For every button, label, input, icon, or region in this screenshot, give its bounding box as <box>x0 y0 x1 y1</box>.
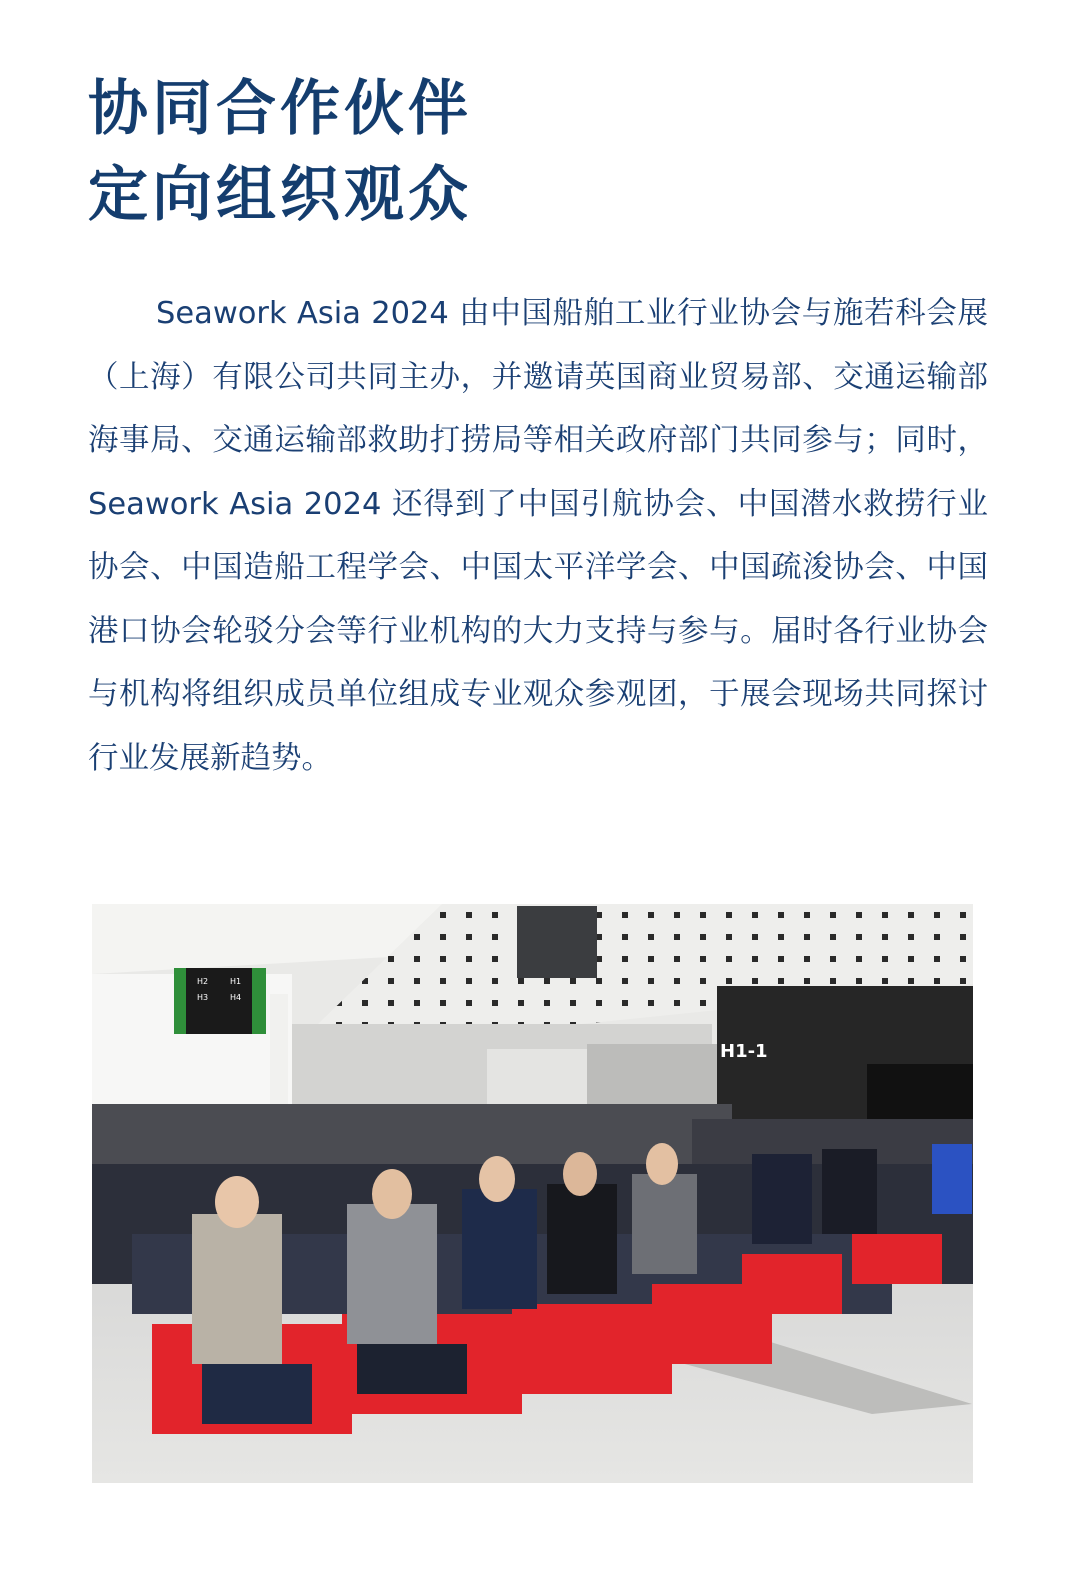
title-line-1: 协同合作伙伴 <box>88 74 472 144</box>
page-title <box>88 66 472 238</box>
sign-label-4: H4 <box>230 993 242 1002</box>
event-photo <box>92 904 973 1483</box>
title-line-2: 定向组织观众 <box>88 160 472 230</box>
intro-paragraph: Seawork Asia 2024 由中国船舶工业行业协会与施若科会展（上海）有限公司共同主办，并邀请英国商业贸易部、交通运输部海事局、交通运输部救助打捞局等相关政府部门共同参与；同时，Seawork Asia 2024 还得到了中国引航协会、中国潜水救捞行业协会、中国造船工程学会、中国太平洋学会、中国疏浚协会、中国港口协会轮驳分会等行业机构的大力支持与参与。届时各行业协会与机构将组织成员单位组成专业观众参观团，于展会现场共同探讨行业发展新趋势。 <box>88 296 988 776</box>
hall-label: H1-1 <box>720 1041 768 1062</box>
sign-label-3: H3 <box>197 993 209 1002</box>
sign-label-2: H1 <box>230 977 242 986</box>
sign-label-1: H2 <box>197 977 209 986</box>
directional-sign <box>174 968 266 1034</box>
